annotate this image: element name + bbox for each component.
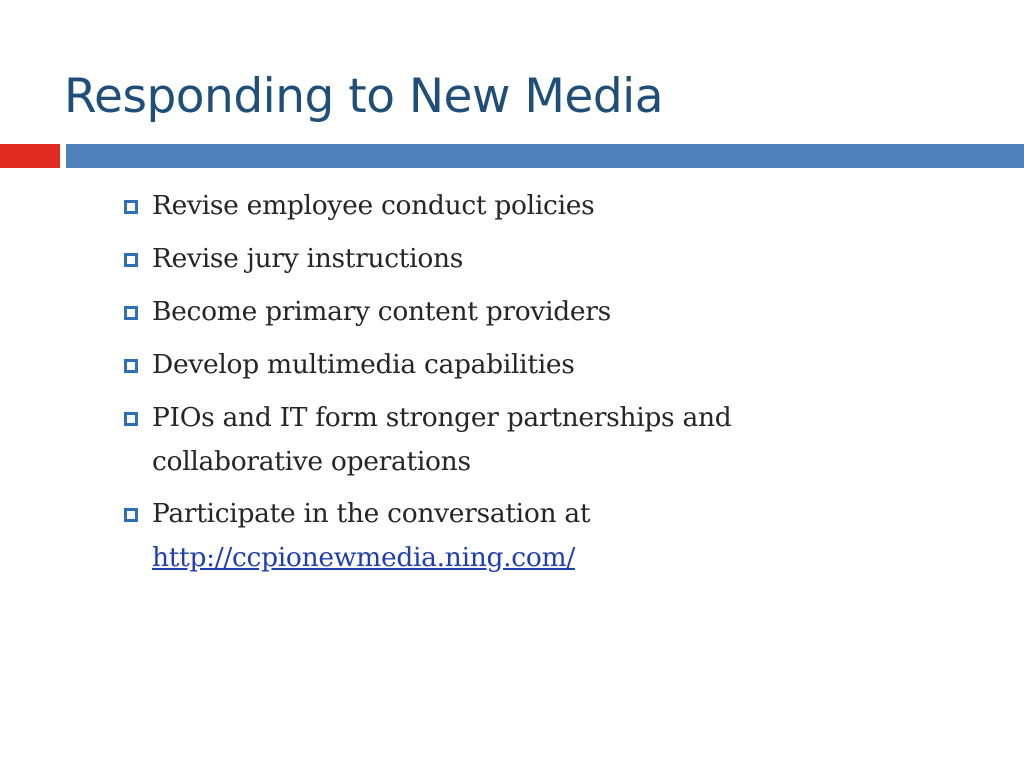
bullet-item [122, 492, 862, 580]
accent-bar-blue [66, 144, 1024, 168]
square-bullet-icon [124, 508, 138, 522]
community-link[interactable]: http://ccpionewmedia.ning.com/ [152, 542, 575, 573]
slide-title: Responding to New Media [64, 69, 664, 124]
bullet-text: Revise employee conduct policies [152, 190, 595, 221]
bullet-list [122, 184, 862, 588]
square-bullet-icon [124, 412, 138, 426]
bullet-text: Participate in the conversation at [152, 498, 591, 529]
square-bullet-icon [124, 200, 138, 214]
bullet-item [122, 396, 862, 484]
bullet-item [122, 343, 862, 387]
square-bullet-icon [124, 306, 138, 320]
bullet-item [122, 290, 862, 334]
bullet-text: Develop multimedia capabilities [152, 349, 575, 380]
bullet-item [122, 237, 862, 281]
accent-bar-red [0, 144, 60, 168]
bullet-text: Become primary content providers [152, 296, 611, 327]
bullet-item [122, 184, 862, 228]
bullet-text: Revise jury instructions [152, 243, 464, 274]
bullet-text: PIOs and IT form stronger partnerships and collaborative operations [152, 402, 732, 477]
square-bullet-icon [124, 359, 138, 373]
square-bullet-icon [124, 253, 138, 267]
